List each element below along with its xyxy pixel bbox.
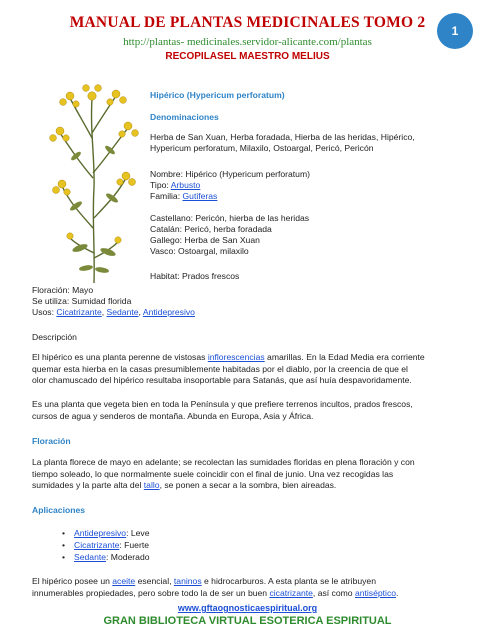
cicatrizante-inline-link[interactable]: cicatrizante xyxy=(269,587,313,598)
desc-line: Es una planta que vegeta bien en toda la Península y que prefiere terrenos incultos, prados frescos, xyxy=(32,399,413,409)
taninos-link[interactable]: taninos xyxy=(173,576,202,586)
catalan-line: Catalán: Pericó, herba foradada xyxy=(150,224,272,234)
floracion-paragraph xyxy=(32,457,472,492)
header-url: http://plantas- medicinales.servidor-alicante.com/plantas xyxy=(123,36,372,48)
tallo-link[interactable]: tallo xyxy=(143,480,160,490)
hypericum-plant-illustration xyxy=(40,78,148,286)
flor-line: tiempo soleado, lo que normalmente suele coincidir con el final de junio. Una vez recogidas las xyxy=(32,468,394,479)
vasco-line: Vasco: Ostoargal, milaxilo xyxy=(150,246,249,256)
prop-line: El hipérico posee un aceite esencial, taninos e hidrocarburos. A esta planta se le atribuyen xyxy=(32,576,376,586)
plant-heading: Hipérico (Hypericum perforatum) xyxy=(150,90,285,100)
inflorescencias-link[interactable]: inflorescencias xyxy=(207,352,265,362)
denominaciones-heading: Denominaciones xyxy=(150,112,219,122)
habitat-line: Habitat: Prados frescos xyxy=(150,271,240,281)
aplicaciones-heading: Aplicaciones xyxy=(32,505,86,515)
propiedades-paragraph xyxy=(32,576,472,599)
flor-line: La planta florece de mayo en adelante; se recolectan las sumidades floridas en plena floración y con xyxy=(32,457,415,467)
desc-line: quemar esta hierba en la casas presumiblemente habitadas por el diablo, por la creencia de que el xyxy=(32,363,408,374)
usos-separator: , xyxy=(138,307,143,317)
usos-link-sedante[interactable]: Sedante xyxy=(106,307,139,317)
se-utiliza-line: Se utiliza: Sumidad florida xyxy=(32,296,132,306)
usos-separator: , xyxy=(101,307,107,317)
list-item: • Sedante: Moderado xyxy=(62,551,150,563)
gallego-line: Gallego: Herba de San Xuan xyxy=(150,235,260,245)
tipo-label: Tipo: xyxy=(150,180,171,190)
sedante-link[interactable]: Sedante xyxy=(74,552,107,562)
desc-line: cursos de agua y senderos de montaña. Abunda en Europa, Asia y África. xyxy=(32,410,314,421)
usos-label: Usos: xyxy=(32,307,57,317)
prop-line: innumerables propiedades, pero sobre todo la de ser un buen cicatrizante, así como antiséptico. xyxy=(32,587,399,598)
arbusto-link[interactable]: Arbusto xyxy=(170,180,201,190)
aplicaciones-list xyxy=(62,527,150,563)
familia-label: Familia: xyxy=(150,191,183,201)
antidepresivo-link[interactable]: Antidepresivo xyxy=(74,528,127,538)
antiseptico-link[interactable]: antiséptico xyxy=(354,587,397,598)
floracion-heading: Floración xyxy=(32,436,71,446)
floracion-line: Floración: Mayo xyxy=(32,285,94,295)
page-number-badge: 1 xyxy=(437,13,473,49)
usos-link-antidepresivo[interactable]: Antidepresivo xyxy=(142,307,195,317)
flor-line: sumidades y la parte alta del tallo, se ponen a secar a la sombra, bien aireadas. xyxy=(32,480,337,490)
gutiferas-link[interactable]: Gutiferas xyxy=(182,191,218,201)
cicatrizante-link[interactable]: Cicatrizante xyxy=(74,540,120,550)
aceite-link[interactable]: aceite xyxy=(112,576,136,586)
descripcion-label: Descripción xyxy=(32,332,77,342)
footer-library-name: GRAN BIBLIOTECA VIRTUAL ESOTERICA ESPIRITUAL xyxy=(103,615,392,627)
nombre-line: Nombre: Hipérico (Hypericum perforatum) xyxy=(150,169,310,179)
usos-line xyxy=(32,307,195,318)
header-subtitle: RECOPILASEL MAESTRO MELIUS xyxy=(165,51,330,62)
desc-line: El hipérico es una planta perenne de vistosas inflorescencias amarillas. En la Edad Media era corriente xyxy=(32,352,425,362)
denominaciones-line-2: Hypericum perforatum, Milaxilo, Ostoargal, Pericó, Pericón xyxy=(150,143,374,153)
descripcion-paragraph-1 xyxy=(32,352,472,387)
list-item: • Cicatrizante: Fuerte xyxy=(62,539,150,551)
denominaciones-line-1: Herba de San Xuan, Herba foradada, Hierba de las heridas, Hipérico, xyxy=(150,132,415,142)
castellano-line: Castellano: Pericón, hierba de las heridas xyxy=(150,213,310,223)
manual-title: MANUAL DE PLANTAS MEDICINALES TOMO 2 xyxy=(69,14,426,31)
desc-line: olor chamuscado del hipérico resultaba insoportable para Satanás, que así huía despavoridamente. xyxy=(32,375,412,385)
familia-line xyxy=(150,191,217,202)
usos-link-cicatrizante[interactable]: Cicatrizante xyxy=(56,307,102,317)
footer-url-link[interactable]: www.gftaognosticaespiritual.org xyxy=(177,603,318,613)
list-item: • Antidepresivo: Leve xyxy=(62,527,150,539)
descripcion-paragraph-2 xyxy=(32,399,472,422)
tipo-line xyxy=(150,180,200,191)
